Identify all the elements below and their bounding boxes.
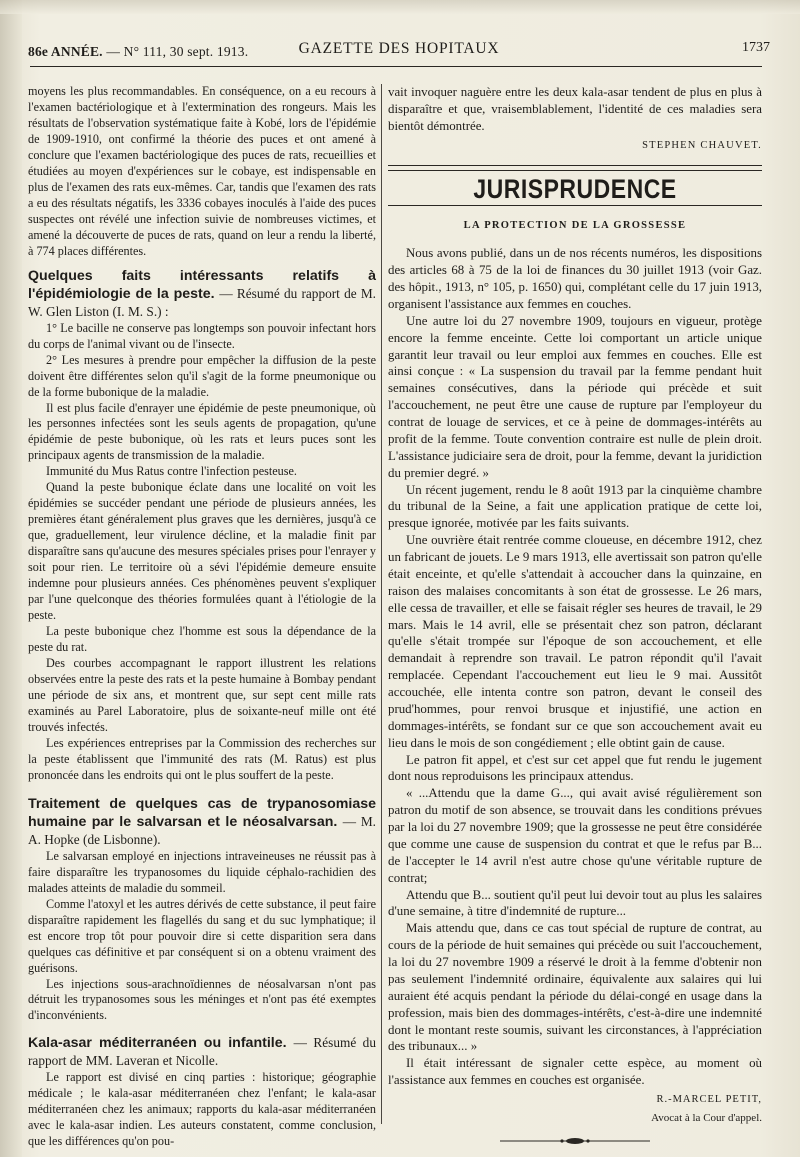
paragraph: « ...Attendu que la dame G..., qui avait avisé régulièrement son patron du motif de son absence, se trouvait dans les conditions prévues par la loi du 27 novembre 1909; que la grossesse ne peut être considérée que comme une cause de suspension du contrat et que le refus par B... de l'accepter le 14 avril n'est autre chose qu'une véritable rupture de contrat;	[388, 786, 762, 885]
double-rule	[388, 165, 762, 171]
page-header	[28, 38, 770, 62]
author-signature: R.-MARCEL PETIT,	[656, 1094, 762, 1105]
left-column	[28, 84, 376, 1150]
continuation-paragraph: vait invoquer naguère entre les deux kala-asar tendent de plus en plus à disparaître et que, vraisemblablement, l'identité de ces maladies sera bientôt démontrée.	[388, 85, 762, 133]
paragraph: Une ouvrière était rentrée comme cloueuse, en décembre 1912, chez un fabricant de jouets. Le 9 mars 1913, elle avertissait son patron qu'elle était enceinte, et qu'elle s'attendait à accoucher dans la quinzaine, en raison des malaises concomitants à son état de grossesse. Le 26 mars, elle cessa de travailler, et elle se faisait régler ses heures de travail, le 29 mars. Mais le 14 avril, elle se présentait chez son patron, déclarant qu'elle s'était trompée sur l'époque de son accouchement, et elle demandait à reprendre son travail. Le patron répondit qu'il l'avait remplacée. Cependant l'accouchement eut lieu le 9 mai. Aussitôt accouchée, elle intenta contre son patron, devant le conseil des prud'hommes, pour renvoi brusque et injustifié, une action en dommages-intérêts, se fondant sur ce que son accouchement avait eu lieu dans le mois de son congédiement ; elle obtint gain de cause.	[388, 533, 762, 750]
section-heading-kala-azar	[28, 1034, 376, 1070]
paragraph: Quand la peste bubonique éclate dans une localité on voit les épidémies se succéder pendant une période de plusieurs années, les premières étant généralement plus graves que les dernières, jusqu'à ce que, graduellement, leur virulence décline, et la maladie finit par disparaître sans qu'aucune des mesures spéciales prises pour l'enrayer y soit pour rien. Le territoire où a sévi l'épidémie demeure ensuite indemne pour plusieurs années. Ces phénomènes peuvent s'expliquer par l'une quelconque des théories formulées quant à l'étiologie de la peste.	[28, 480, 376, 623]
author-title: Avocat à la Cour d'appel.	[651, 1111, 762, 1124]
edition-label: 86e ANNÉE.	[28, 44, 103, 59]
article-title: LA PROTECTION DE LA GROSSESSE	[463, 220, 687, 232]
issue-number: — N° 111, 30 sept. 1913.	[106, 44, 249, 59]
end-ornament	[388, 1133, 762, 1150]
paragraph: Attendu que B... soutient qu'il peut lui devoir tout au plus les salaires d'une semaine, à titre d'indemnité de rupture...	[388, 887, 762, 919]
section-title: Kala-asar méditerranéen ou infantile.	[28, 1035, 287, 1052]
binding-shadow	[0, 0, 22, 1157]
header-rule	[30, 66, 762, 67]
paragraph: Le rapport est divisé en cinq parties : historique; géographie médicale ; le kala-asar méditerranéen chez l'enfant; le kala-asar méditerranéen chez les animaux; rapports du kala-asar méditerranéen avec le kala-asar indien. Les auteurs constatent, comme conclusion, que les différences qu'on pou-	[28, 1070, 376, 1149]
paragraph: 2° Les mesures à prendre pour empêcher la diffusion de la peste doivent être différentes selon qu'il s'agit de la forme pneumonique ou de la forme bubonique de la maladie.	[28, 352, 376, 399]
page-number: 1737	[742, 40, 770, 55]
paragraph: Les injections sous-arachnoïdiennes de néosalvarsan n'ont pas détruit les trypanosomes sous les méninges et n'ont pas été exemptes d'inconvénients.	[28, 976, 376, 1023]
ornament-line	[500, 1137, 650, 1145]
paragraph: Immunité du Mus Ratus contre l'infection pesteuse.	[46, 464, 297, 479]
paragraph: Une autre loi du 27 novembre 1909, toujours en vigueur, protège encore la femme enceinte. Cette loi comportant un article unique garantit leur travail ou leur emploi aux femmes en couches. Elle est ainsi conçue : « La suspension du travail par la femme pendant huit semaines consécutives, dans la période qui précède et suit l'accouchement, ne peut être une cause de rupture par l'employeur du contrat de louage de services, et ce à peine de dommages-intérêts au profit de la femme. Toute convention contraire est nulle de plein droit. L'assistance judiciaire sera de droit, pour la femme, devant la juridiction du premier degré. »	[388, 313, 762, 480]
paragraph: Nous avons publié, dans un de nos récents numéros, les dispositions des articles 68 à 75 de la loi de finances du 30 juillet 1913 (voir Gaz. des hôpit., 1913, n° 105, p. 1650) qui, complétant celle du 17 juin 1913, organisent l'assistance aux femmes en couches.	[388, 246, 762, 311]
rubric-rule	[388, 205, 762, 206]
paragraph: 1° Le bacille ne conserve pas longtemps son pouvoir infectant hors du corps de l'animal vivant ou de l'insecte.	[28, 320, 376, 351]
section-heading-trypanosomiasis	[28, 796, 376, 849]
author-signature: STEPHEN CHAUVET.	[642, 139, 762, 151]
section-title: Quelques faits intéressants relatifs à l'épidémiologie de la peste.	[28, 267, 376, 302]
paragraph: Mais attendu que, dans ce cas tout spécial de rupture de contrat, au cours de la période de huit semaines qui précède ou suit l'accouchement, la loi du 27 novembre 1909 a réservé le droit à la femme d'obtenir non pas seulement l'indemnité ordinaire, équivalente aux salaires qui lui auraient été acquis pendant la période du délai-congé en usage dans la profession, mais bien des dommages-intérêts, c'est-à-dire une indemnité dont le montant reste soumis, suivant les circonstances, à l'appréciation des tribunaux... »	[388, 921, 762, 1054]
section-byline: — Résumé du rapport de M. W. Glen Liston (I. M. S.) :	[28, 285, 376, 319]
paragraph: Des courbes accompagnant le rapport illustrent les relations observées entre la peste des rats et la peste humaine à Bombay pendant une période de six ans, et montrent que, sur sept cent mille rats examinés au Parel Laboratoire, plus de soixante-neuf mille ont été trouvés infectés.	[28, 656, 376, 734]
paragraph: Les expériences entreprises par la Commission des recherches sur la peste établissent que l'immunité des rats (M. Ratus) est plus prononcée dans les endroits qui ont le plus souffert de la peste.	[28, 735, 376, 782]
column-divider	[381, 84, 382, 1124]
section-title: Traitement de quelques cas de trypanosomiase humaine par le salvarsan et le néosalvarsan.	[28, 795, 376, 830]
paragraph: Le patron fit appel, et c'est sur cet appel que fut rendu le jugement dont nous reproduisons les principaux attendus.	[388, 752, 762, 784]
paragraph: Le salvarsan employé en injections intraveineuses ne réussit pas à faire disparaître les trypanosomes du liquide céphalo-rachidien des malades atteints de maladie du sommeil.	[28, 848, 376, 895]
paragraph: Un récent jugement, rendu le 8 août 1913 par la cinquième chambre du tribunal de la Seine, a fait une application pratique de cette loi, presque ignorée, motivée par les faits suivants.	[388, 482, 762, 531]
paragraph: Il était intéressant de signaler cette espèce, au moment où l'assistance aux femmes en couches est organisée.	[388, 1056, 762, 1088]
section-heading-plague	[28, 268, 376, 321]
right-column	[388, 84, 762, 1150]
paragraph: Il est plus facile d'enrayer une épidémie de peste pneumonique, où les personnes infectées sont les seuls agents de propagation, qu'une épidémie de peste bubonique, où les rats et leurs puces sont les principaux agents de transmission de la maladie.	[28, 400, 376, 463]
paragraph: Comme l'atoxyl et les autres dérivés de cette substance, il peut faire disparaître rapidement les flagellés du sang et du suc lymphatique; il est encore trop tôt pour pouvoir dire si cette disparition sera dans quelques cas définitive et par conséquent si on a obtenu vraiment des guérisons.	[28, 896, 376, 975]
paragraph: La peste bubonique chez l'homme est sous la dépendance de la peste du rat.	[28, 624, 376, 655]
section-byline: — M. A. Hopke (de Lisbonne).	[28, 813, 376, 847]
rubric-title: JURISPRUDENCE	[473, 173, 677, 204]
section-byline: — Résumé du rapport de MM. Laveran et Nicolle.	[28, 1035, 376, 1069]
top-edge-shadow	[0, 0, 800, 14]
journal-title: GAZETTE DES HOPITAUX	[298, 40, 500, 57]
intro-paragraph: moyens les plus recommandables. En conséquence, on a eu recours à l'examen bactériologique et à l'extermination des rongeurs. Mais les résultats de l'observation systématique faite à Kobé, lors de l'épidémie de 1909-1910, ont confirmé la théorie des puces et ont amené à conclure que l'examen bactériologique des puces de rats, recueillies et étudiées au moyen d'expériences sur le cobaye, est indispensable en plus de l'examen des rats eux-mêmes. Car, tandis que l'examen des rats a eu des résultats négatifs, les 3336 cobayes inoculés à l'aide des puces suspectes ont révélé une infection suivie de nombreuses victimes, et amené la découverte de puces de rats, quand on leur a rendu la liberté, à 774 places différentes.	[28, 84, 376, 258]
